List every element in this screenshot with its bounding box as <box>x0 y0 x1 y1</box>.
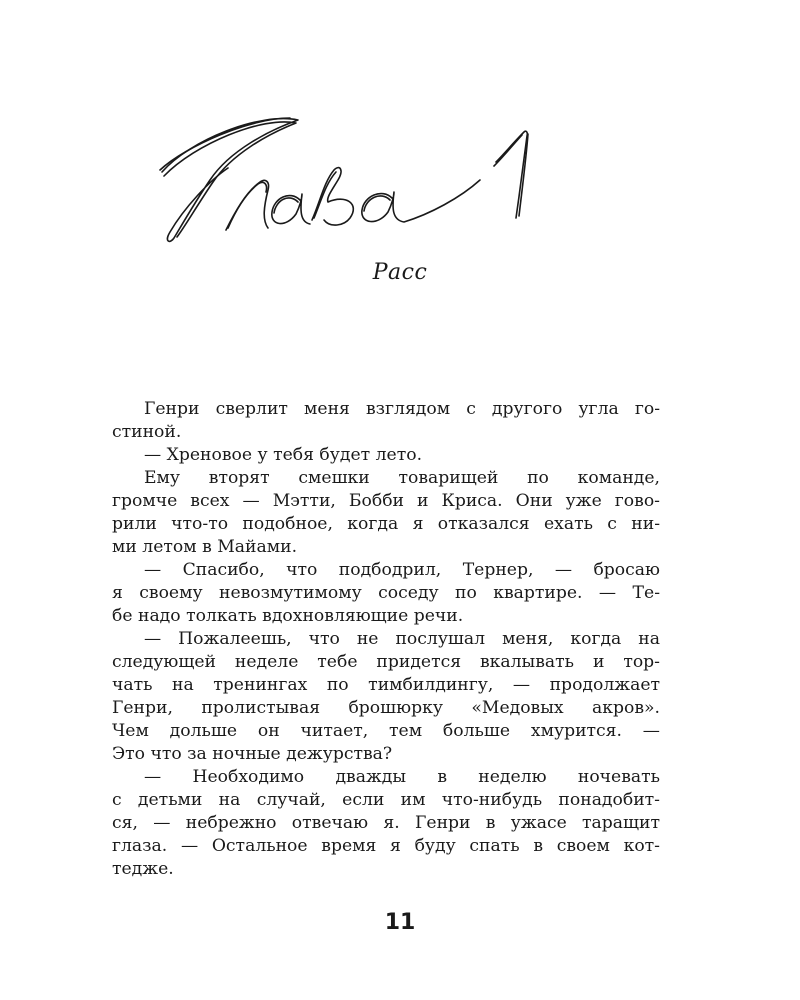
text-line: стиной. <box>112 422 182 442</box>
text-line: Это что за ночные дежурства? <box>112 744 393 764</box>
text-line: я своему невозмутимому соседу по квартире. — Те- <box>112 583 660 603</box>
chapter-heading-handwriting <box>150 110 630 260</box>
page-number: 11 <box>384 910 416 935</box>
text-line: чать на тренингах по тимбилдингу, — продолжает <box>112 675 660 695</box>
chapter-heading <box>150 110 630 260</box>
text-line: с детьми на случай, если им что-нибудь понадобит- <box>112 790 660 810</box>
text-line: Ему вторят смешки товарищей по команде, <box>144 468 660 488</box>
text-line: — Хреновое у тебя будет лето. <box>144 445 423 465</box>
text-line: громче всех — Мэтти, Бобби и Криса. Они уже гово- <box>112 491 660 511</box>
text-line: — Необходимо дважды в неделю ночевать <box>144 767 660 787</box>
text-line: глаза. — Остальное время я буду спать в своем кот- <box>112 836 660 856</box>
text-line: ся, — небрежно отвечаю я. Генри в ужасе таращит <box>112 813 660 833</box>
text-line: ми летом в Майами. <box>112 537 298 557</box>
text-line: рили что-то подобное, когда я отказался ехать с ни- <box>112 514 660 534</box>
text-line: следующей неделе тебе придется вкалывать и тор- <box>112 652 660 672</box>
text-line: бе надо толкать вдохновляющие речи. <box>112 606 464 626</box>
text-line: Чем дольше он читает, тем больше хмурится. — <box>112 721 660 741</box>
text-line: — Пожалеешь, что не послушал меня, когда на <box>144 629 660 649</box>
text-line: Генри, пролистывая брошюрку «Медовых акров». <box>112 698 660 718</box>
body-text <box>112 398 660 881</box>
text-line: Генри сверлит меня взглядом с другого угла го- <box>144 399 660 419</box>
text-line: — Спасибо, что подбодрил, Тернер, — бросаю <box>144 560 660 580</box>
chapter-subtitle: Расс <box>372 260 428 285</box>
text-line: тедже. <box>112 859 174 879</box>
